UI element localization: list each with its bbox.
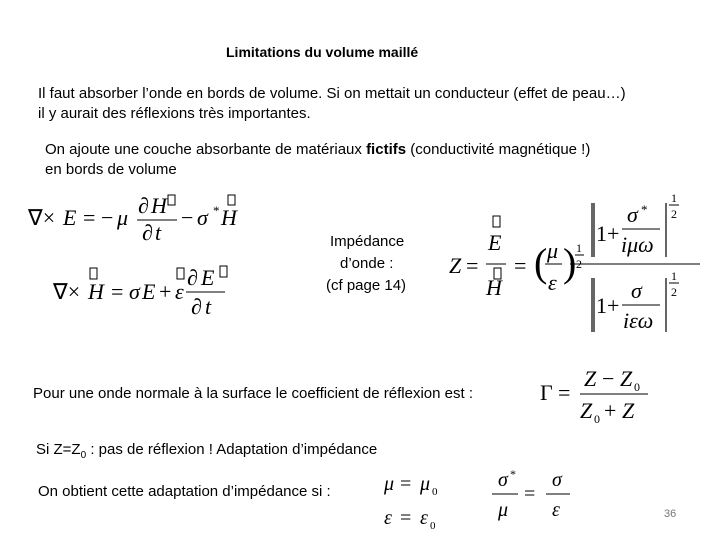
svg-text:−: − xyxy=(101,205,114,230)
svg-text:=: = xyxy=(400,473,412,495)
svg-text:ε: ε xyxy=(548,270,557,295)
condition-text-a: Si Z=Z xyxy=(36,441,81,458)
svg-text:2: 2 xyxy=(576,257,582,271)
svg-text:H: H xyxy=(88,279,104,304)
svg-text:*: * xyxy=(641,202,648,217)
impedance-label-3: (cf page 14) xyxy=(326,277,407,294)
svg-text:Z: Z xyxy=(584,366,597,391)
svg-text:+: + xyxy=(604,398,617,423)
svg-text:t: t xyxy=(205,294,212,319)
slide-title: Limitations du volume maillé xyxy=(226,44,419,60)
page-number: 36 xyxy=(664,508,677,520)
svg-text:μ: μ xyxy=(498,499,509,521)
condition-text-b: : pas de réflexion ! Adaptation d’impédance xyxy=(86,441,378,458)
svg-text:=: = xyxy=(558,380,571,405)
svg-text:H: H xyxy=(151,193,167,218)
svg-text:σ: σ xyxy=(631,278,642,303)
paragraph-2-line-1 xyxy=(45,140,590,160)
svg-text:iμω: iμω xyxy=(621,232,654,257)
svg-text:1: 1 xyxy=(576,241,582,255)
svg-text:Z: Z xyxy=(620,366,633,391)
paragraph-1-line-1: Il faut absorber l’onde en bords de volume. Si on mettait un conducteur (effet de peau…) xyxy=(38,85,626,102)
adaptation-text: On obtient cette adaptation d’impédance si : xyxy=(38,483,331,500)
svg-text:∂: ∂ xyxy=(138,193,149,218)
svg-text:=: = xyxy=(466,253,479,278)
adaptation-equations xyxy=(380,466,580,532)
svg-text:σ: σ xyxy=(552,469,562,491)
svg-text:∂: ∂ xyxy=(191,294,202,319)
svg-text:*: * xyxy=(213,203,220,218)
svg-text:μ: μ xyxy=(420,473,431,495)
svg-text:0: 0 xyxy=(430,520,436,532)
svg-text:∇×: ∇× xyxy=(28,205,56,230)
svg-text:σ: σ xyxy=(129,279,140,304)
condition-subscript: 0 xyxy=(80,450,87,461)
svg-text:Z: Z xyxy=(449,253,462,278)
svg-text:1+: 1+ xyxy=(596,221,620,246)
svg-text:ε: ε xyxy=(384,507,392,529)
svg-text:*: * xyxy=(510,467,516,481)
svg-text:E: E xyxy=(142,279,156,304)
impedance-label-1: Impédance xyxy=(330,233,405,250)
svg-text:σ: σ xyxy=(197,205,208,230)
svg-text:1: 1 xyxy=(671,191,677,205)
svg-text:=: = xyxy=(524,483,536,505)
svg-text:0: 0 xyxy=(594,412,600,426)
svg-text:ε: ε xyxy=(552,499,560,521)
svg-text:2: 2 xyxy=(671,207,677,221)
svg-text:H: H xyxy=(221,205,237,230)
svg-text:Z: Z xyxy=(622,398,635,423)
svg-text:Z: Z xyxy=(580,398,593,423)
paragraph-2-text-a: On ajoute une couche absorbante de matériaux xyxy=(45,141,367,158)
svg-text:μ: μ xyxy=(547,238,559,263)
svg-text:iεω: iεω xyxy=(623,308,654,333)
svg-text:=: = xyxy=(400,507,412,529)
svg-text:0: 0 xyxy=(634,380,640,394)
svg-text:=: = xyxy=(83,205,96,230)
svg-text:1+: 1+ xyxy=(596,293,620,318)
svg-text:σ: σ xyxy=(627,202,638,227)
svg-text:2: 2 xyxy=(671,285,677,299)
svg-text:∂: ∂ xyxy=(187,265,198,290)
svg-text:H: H xyxy=(486,275,502,300)
svg-text:ε: ε xyxy=(420,507,428,529)
reflection-text: Pour une onde normale à la surface le coefficient de réflexion est : xyxy=(33,385,473,402)
svg-text:=: = xyxy=(514,253,527,278)
svg-text:(: ( xyxy=(534,240,548,285)
condition-text xyxy=(36,440,377,466)
svg-text:=: = xyxy=(111,279,124,304)
svg-text:∇×: ∇× xyxy=(53,279,81,304)
svg-text:σ: σ xyxy=(498,469,508,491)
svg-text:∂: ∂ xyxy=(142,220,153,245)
svg-text:−: − xyxy=(602,366,615,391)
impedance-label-2: d’onde : xyxy=(340,255,394,272)
svg-text:0: 0 xyxy=(432,486,438,498)
paragraph-2-fictifs: fictifs xyxy=(366,141,407,158)
svg-text:ε: ε xyxy=(175,279,184,304)
curl-h-equation xyxy=(45,262,230,326)
svg-text:E: E xyxy=(63,205,77,230)
paragraph-2-text-c: (conductivité magnétique !) xyxy=(406,141,591,158)
reflection-equation xyxy=(536,362,656,426)
svg-text:): ) xyxy=(563,240,577,285)
svg-text:1: 1 xyxy=(671,269,677,283)
paragraph-1-line-2: il y aurait des réflexions très importantes. xyxy=(38,105,311,122)
svg-text:+: + xyxy=(159,279,172,304)
svg-text:t: t xyxy=(155,220,162,245)
impedance-equation xyxy=(446,188,706,338)
svg-text:E: E xyxy=(488,230,502,255)
svg-text:−: − xyxy=(181,205,194,230)
svg-text:μ: μ xyxy=(117,205,129,230)
paragraph-2-line-2: en bords de volume xyxy=(45,161,177,178)
svg-text:Γ: Γ xyxy=(540,380,553,405)
svg-text:μ: μ xyxy=(384,473,395,495)
curl-e-equation xyxy=(25,192,240,256)
svg-text:E: E xyxy=(201,265,215,290)
